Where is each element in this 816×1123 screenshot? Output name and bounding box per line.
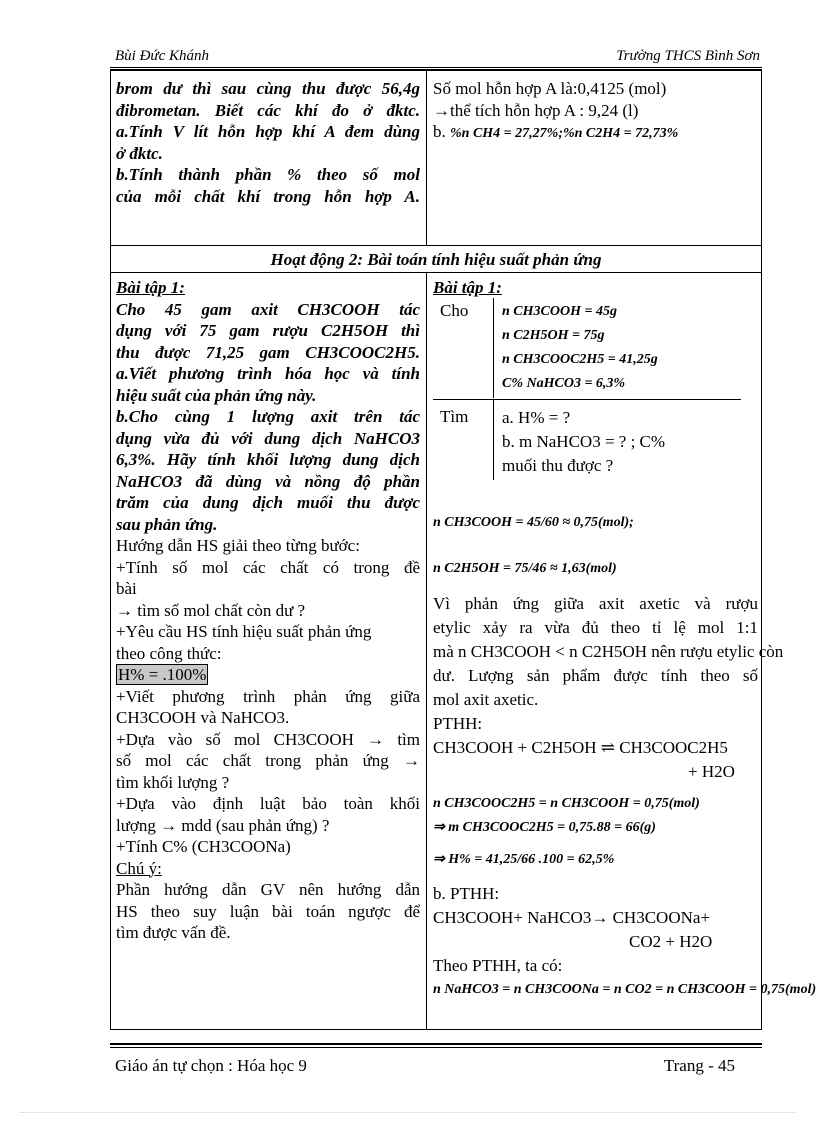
find-line: muối thu được ? [502,456,614,475]
text-line: dư. Lượng sản phẩm được tính theo số [433,666,758,685]
equation-esterification-cont: + H2O [688,762,735,781]
footer-rule-thick [110,1043,762,1045]
text-line: CH3COOH và NaHCO3. [116,708,290,727]
part-b [433,882,816,1002]
header-school: Trường THCS Bình Sơn [616,48,760,64]
calc-line: ⇒ m CH3COOC2H5 = 0,75.88 = 66(g) [433,820,656,835]
text-line: của mỗi chất khí trong hỗn hợp A. [116,186,420,206]
note-title: Chú ý: [116,858,162,878]
calc-mol-alcohol: n C2H5OH = 75/46 ≈ 1,63(mol) [433,561,617,576]
exercise-title-right: Bài tập 1: [433,278,502,297]
text-line: thu được 71,25 gam CH3COOC2H5. [116,342,420,362]
given-divider [493,298,494,398]
text-line: +Dựa vào số mol CH3COOH → tìm [116,729,420,749]
text-line: Hướng dẫn HS giải theo từng bước: [116,536,360,555]
text-line: ở đktc. [116,143,163,163]
text-line: b.Tính thành phần % theo số mol [116,165,420,184]
text-line: b. %n CH4 = 27,27%;%n C2H4 = 72,73% [433,122,679,141]
text-line: 6,3%. Hãy tính khối lượng dung dịch [116,450,420,469]
math-expression: %n CH4 = 27,27%;%n C2H4 = 72,73% [450,126,679,141]
calc-mol-acid: n CH3COOH = 45/60 ≈ 0,75(mol); [433,515,634,530]
text-line: +Tính C% (CH3COONa) [116,837,291,856]
calc-block [433,792,700,872]
efficiency-formula-box: H% = .100% [118,665,207,684]
exercise-title: Bài tập 1: [116,278,185,297]
page-number: Trang - 45 [663,1056,735,1075]
text-line: hiệu suất của phản ứng này. [116,385,317,405]
text-line: brom dư thì sau cùng thu được 56,4g [116,79,420,98]
given-line: n CH3COOC2H5 = 41,25g [502,352,658,367]
find-values [502,406,665,478]
left-column [116,277,420,944]
text-line: a.Viết phương trình hóa học và tính [116,364,420,383]
text-line: +Dựa vào định luật bảo toàn khối [116,794,420,813]
footer-course: Giáo án tự chọn : Hóa học 9 [115,1056,307,1075]
right-column [433,277,758,299]
activity-title: Hoạt động 2: Bài toán tính hiệu suất phản ứng [270,250,602,269]
top-left-problem [116,78,420,207]
text-line: b.Cho cùng 1 lượng axit trên tác [116,407,420,426]
text-line: Theo PTHH, ta có: [433,956,563,975]
row-rule-2 [110,272,762,273]
header-rule [110,67,762,68]
text-line: →thể tích hỗn hợp A : 9,24 (l) [433,100,639,120]
calc-line: n NaHCO3 = n CH3COONa = n CO2 = n CH3COOH = 0,75(mol) [433,982,816,997]
table-right-border [761,70,762,1030]
given-line: n C2H5OH = 75g [502,328,605,343]
text-line: +Viết phương trình phản ứng giữa [116,686,420,706]
note-text [116,879,420,944]
text-line: b. PTHH: [433,884,500,903]
text-line: Vì phản ứng giữa axit axetic và rượu [433,594,758,613]
text-line: Số mol hỗn hợp A là:0,4125 (mol) [433,79,667,98]
text-line: dụng vừa đủ với dung dịch NaHCO3 [116,428,420,448]
text-line: theo công thức: [116,643,222,663]
header-author: Bùi Đức Khánh [115,48,210,64]
pthh-label: PTHH: [433,714,483,733]
guide-steps [116,535,420,858]
find-divider [493,400,494,480]
table-bottom-border [110,1029,762,1030]
text-line: → tìm số mol chất còn dư ? [116,600,306,620]
calc-line: n CH3COOC2H5 = n CH3COOH = 0,75(mol) [433,796,700,811]
find-line: b. m NaHCO3 = ? ; C% [502,432,666,451]
text-line: sau phản ứng. [116,514,218,534]
page-footer [115,1056,735,1076]
text-line: +Yêu cầu HS tính hiệu suất phản ứng [116,622,372,641]
text-line: số mol các chất trong phản ứng → [116,751,420,770]
page-header [115,48,760,68]
text-line: trăm của dung dịch muối thu được [116,493,420,512]
table-left-border [110,70,111,1030]
given-find-rule [433,399,741,400]
footer-rule [110,1047,762,1048]
explanation [433,592,784,784]
find-line: a. H% = ? [502,408,571,427]
text-line: a.Tính V lít hỗn hợp khí A đem dùng [116,122,420,141]
text-line: tìm khối lượng ? [116,772,230,792]
calc-line: ⇒ H% = 41,25/66 .100 = 62,5% [433,852,615,867]
equation-esterification: CH3COOH + C2H5OH ⇌ CH3COOC2H5 [433,738,728,757]
text-line: dụng với 75 gam rượu C2H5OH thì [116,321,420,340]
given-label: Cho [440,301,469,320]
equation-neutralization-cont: CO2 + H2O [629,932,713,951]
given-line: n CH3COOH = 45g [502,304,617,319]
header-rule-thick [110,69,762,71]
top-right-answer [433,78,758,145]
text-line: NaHCO3 đã dùng và nồng độ phần [116,471,420,491]
text-line: Phần hướng dẫn GV nên hướng dẫn [116,880,420,899]
text-line: mà n CH3COOH < n C2H5OH nên rượu etylic còn [433,642,784,661]
given-values [502,300,658,396]
text-line: mol axit axetic. [433,690,539,709]
text-line: đibrometan. Biết các khí đo ở đktc. [116,100,420,120]
given-line: C% NaHCO3 = 6,3% [502,376,626,391]
text-line: lượng → mdd (sau phản ứng) ? [116,815,330,835]
text-line: tìm được vấn đề. [116,923,231,942]
row-rule-1 [110,245,762,246]
text-line: +Tính số mol các chất có trong đề [116,557,420,577]
text-line: etylic xảy ra vừa đủ theo tỉ lệ mol 1:1 [433,618,758,637]
problem-statement [116,299,420,536]
text-line: bài [116,579,137,598]
text-line: HS theo suy luận bài toán ngược để [116,901,420,921]
page-edge [20,1112,796,1113]
equation-neutralization: CH3COOH+ NaHCO3→ CH3COONa+ [433,908,711,927]
find-label: Tìm [440,407,469,426]
table-divider-main [426,272,427,1030]
text-line: Cho 45 gam axit CH3COOH tác [116,299,420,319]
table-divider-top [426,70,427,245]
